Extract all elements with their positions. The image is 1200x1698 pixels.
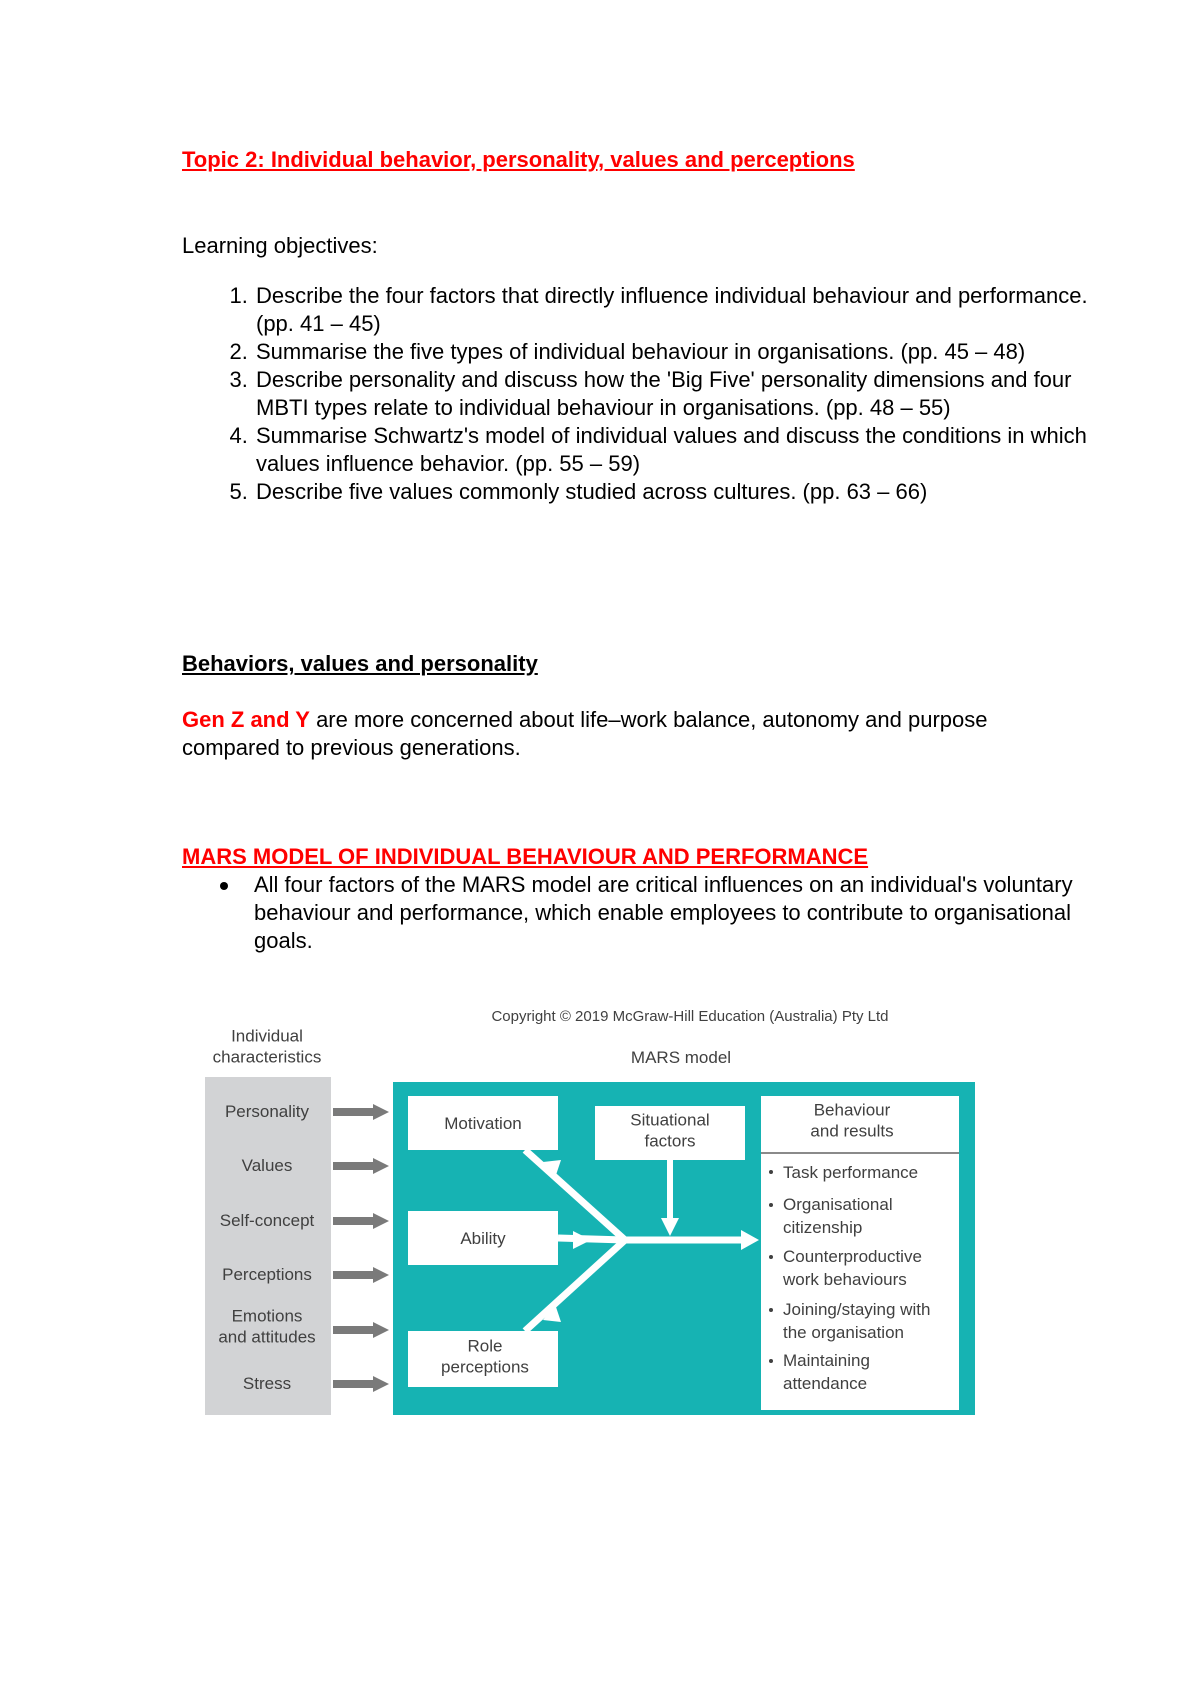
learning-objectives-label: Learning objectives: <box>182 233 378 258</box>
result-bullet-icon <box>769 1203 773 1207</box>
individual-heading: Individual characteristics <box>212 1026 322 1067</box>
characteristic-label: Perceptions <box>222 1265 312 1284</box>
characteristic-arrow-icon <box>373 1322 389 1338</box>
mars-bullet-text: All four factors of the MARS model are critical influences on an individual's voluntary behaviour and performance, which enable employees to contribute to organisational goals. <box>254 872 1073 953</box>
bullet-icon <box>220 882 228 890</box>
objective-item: 5. Describe five values commonly studied across cultures. (pp. 63 – 66) <box>254 478 1114 506</box>
characteristic-label: Personality <box>224 1102 310 1121</box>
gen-highlight: Gen Z and Y <box>182 707 310 732</box>
characteristic-arrow-shaft <box>333 1217 375 1225</box>
objectives-list <box>182 282 1114 506</box>
result-bullet-icon <box>769 1359 773 1363</box>
list-item <box>254 871 1114 955</box>
results-heading: Behaviour and results <box>810 1100 894 1141</box>
characteristic-label: Emotions and attitudes <box>218 1306 316 1347</box>
characteristic-arrow-shaft <box>333 1326 375 1334</box>
characteristic-arrow-icon <box>373 1104 389 1120</box>
ability-connector <box>558 1238 625 1240</box>
characteristic-arrow-icon <box>373 1213 389 1229</box>
motivation-label: Motivation <box>444 1114 522 1133</box>
objective-item: 4. Summarise Schwartz's model of individual values and discuss the conditions in which values influence behavior. (pp. 55 – 59) <box>254 422 1114 478</box>
mars-model-figure <box>205 1000 1085 1470</box>
copyright-text: Copyright © 2019 McGraw-Hill Education (Australia) Pty Ltd <box>491 1008 889 1025</box>
result-item: Maintaining attendance <box>783 1351 870 1393</box>
mars-diagram <box>205 1000 1085 1470</box>
objective-item: 1. Describe the four factors that directly influence individual behaviour and performance. (pp. 41 – 45) <box>254 282 1114 338</box>
characteristic-arrow-shaft <box>333 1108 375 1116</box>
result-bullet-icon <box>769 1308 773 1312</box>
mars-bullet-list <box>182 871 1114 955</box>
result-item: Joining/staying with the organisation <box>783 1300 931 1342</box>
characteristic-arrow-icon <box>373 1267 389 1283</box>
result-item: Task performance <box>783 1163 919 1182</box>
page-title: Topic 2: Individual behavior, personality, values and perceptions <box>182 147 855 172</box>
gen-text: are more concerned about life–work balance, autonomy and purpose compared to previous generations. <box>182 707 988 760</box>
characteristic-label: Self-concept <box>219 1211 315 1230</box>
characteristic-arrow-shaft <box>333 1162 375 1170</box>
gen-paragraph <box>182 706 1042 762</box>
role-perceptions-label: Role perceptions <box>441 1336 529 1377</box>
objective-item: 2. Summarise the five types of individual behaviour in organisations. (pp. 45 – 48) <box>254 338 1114 366</box>
situational-factors-label: Situational factors <box>630 1110 710 1151</box>
characteristic-arrow-shaft <box>333 1271 375 1279</box>
characteristics-panel <box>205 1077 331 1415</box>
mars-heading: MARS MODEL OF INDIVIDUAL BEHAVIOUR AND PERFORMANCE <box>182 844 869 869</box>
result-bullet-icon <box>769 1170 773 1174</box>
section-heading: Behaviors, values and personality <box>182 651 538 676</box>
result-bullet-icon <box>769 1255 773 1259</box>
characteristic-arrow-shaft <box>333 1380 375 1388</box>
characteristic-arrow-icon <box>373 1376 389 1392</box>
characteristic-label: Stress <box>242 1374 292 1393</box>
ability-label: Ability <box>460 1229 506 1248</box>
characteristic-arrow-icon <box>373 1158 389 1174</box>
mars-model-heading: MARS model <box>630 1048 732 1067</box>
characteristic-label: Values <box>241 1156 293 1175</box>
objective-item: 3. Describe personality and discuss how the 'Big Five' personality dimensions and four MBTI types relate to individual behaviour in organisations. (pp. 48 – 55) <box>254 366 1114 422</box>
result-item: Organisational citizenship <box>783 1195 893 1237</box>
result-item: Counterproductive work behaviours <box>783 1247 922 1289</box>
